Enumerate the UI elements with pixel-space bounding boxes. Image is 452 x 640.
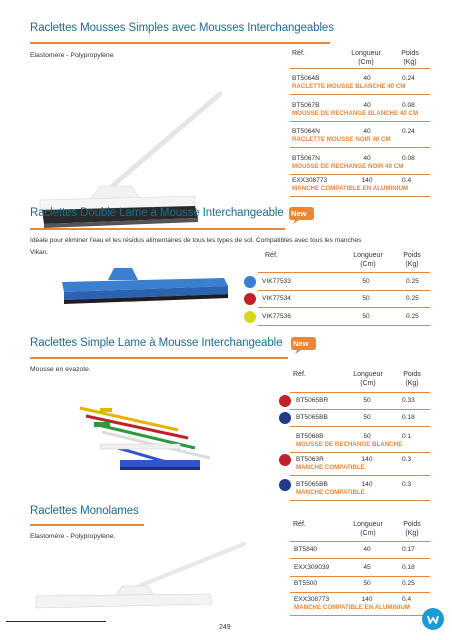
footer-rule — [6, 621, 106, 622]
product-ref: VIK77534 — [262, 295, 291, 302]
row-divider — [290, 558, 430, 559]
product-length: 40 — [363, 546, 371, 553]
section3-header-ref: Réf. — [293, 371, 306, 378]
row-divider — [290, 452, 430, 453]
product-ref: BT5063R — [296, 456, 324, 463]
product-note: MANCHE COMPATIBLE — [296, 489, 365, 496]
row-divider — [290, 615, 430, 616]
section2-title: Raclettes Double Lame à Mousse Interchangeable — [30, 207, 284, 219]
product-note: MANCHE COMPATIBLE EN ALUMINIUM — [294, 604, 411, 611]
product-note: RACLETTE MOUSSE NOIR 40 CM — [292, 136, 391, 143]
product-length: 45 — [363, 564, 371, 571]
product-weight: 0.24 — [402, 128, 415, 135]
row-divider — [290, 426, 430, 427]
product-ref: VIK77536 — [262, 313, 291, 320]
product-weight: 0.25 — [406, 278, 419, 285]
double-blade-squeegee-image — [56, 264, 236, 314]
product-weight: 0.3 — [402, 481, 412, 488]
product-weight: 0.25 — [402, 580, 415, 587]
product-weight: 0.4 — [402, 596, 412, 603]
section3-title-rule — [30, 357, 288, 359]
brand-logo — [422, 608, 444, 630]
color-swatch — [279, 412, 291, 424]
product-ref: BT5065BR — [296, 397, 329, 404]
product-weight: 0.17 — [402, 546, 415, 553]
product-ref: BT5064B — [292, 75, 320, 82]
product-weight: 0.18 — [402, 414, 415, 421]
section4-header-rule — [290, 541, 430, 542]
section3-header-weight: Poids (Kg) — [403, 371, 421, 387]
row-divider — [290, 576, 430, 577]
color-swatch — [279, 395, 291, 407]
section3-subtitle: Mousse en evazote. — [30, 366, 91, 373]
row-divider — [290, 147, 430, 148]
section1-header-length: Longueur (Cm) — [351, 50, 381, 66]
page-number: 249 — [219, 624, 231, 631]
product-ref: EXX308773 — [294, 596, 330, 603]
new-badge-label: New — [291, 209, 307, 218]
section4-subtitle: Elastomère - Polypropylène. — [30, 533, 116, 540]
product-length: 50 — [362, 313, 370, 320]
product-ref: BT5067B — [292, 102, 320, 109]
product-weight: 0.25 — [406, 313, 419, 320]
row-divider — [290, 475, 430, 476]
product-ref: EXX308773 — [292, 177, 328, 184]
section3-header-length: Longueur (Cm) — [353, 371, 383, 387]
section1-title-rule — [30, 42, 330, 44]
product-ref: VIK77533 — [262, 278, 291, 285]
product-weight: 0.25 — [406, 295, 419, 302]
section2-subtitle-line1: Idéale pour éliminer l'eau et les résidus alimentaires de tous les types de sol. Compatibles avec tous les manches — [30, 237, 362, 244]
color-swatch — [244, 311, 256, 323]
row-divider — [290, 174, 430, 175]
product-note: MANCHE COMPATIBLE EN ALUMINIUM — [292, 185, 409, 192]
row-divider — [290, 121, 430, 122]
section2-subtitle-line2: Vikan. — [30, 249, 49, 256]
section2-header-weight: Poids (Kg) — [403, 252, 421, 268]
row-divider — [290, 196, 430, 197]
section1-title: Raclettes Mousses Simples avec Mousses Interchangeables — [30, 22, 334, 34]
section2-header-ref: Réf. — [265, 252, 278, 259]
color-swatch — [279, 454, 291, 466]
section1-header-weight: Poids (Kg) — [401, 50, 419, 66]
section4-header-length: Longueur (Cm) — [353, 521, 383, 537]
product-weight: 0.3 — [402, 456, 412, 463]
product-weight: 0.18 — [402, 564, 415, 571]
product-length: 140 — [361, 177, 373, 184]
section2-header-rule — [258, 272, 430, 273]
product-length: 50 — [362, 295, 370, 302]
section4-title: Raclettes Monolames — [30, 505, 139, 517]
product-ref: BT5065BB — [296, 414, 328, 421]
row-divider — [290, 500, 430, 501]
color-swatch — [244, 276, 256, 288]
product-weight: 0.1 — [402, 433, 412, 440]
product-note: MOUSSE DE RECHANGE BLANCHE 40 CM — [292, 110, 419, 117]
product-weight: 0.4 — [402, 177, 412, 184]
product-weight: 0.33 — [402, 397, 415, 404]
product-weight: 0.08 — [402, 102, 415, 109]
product-length: 140 — [361, 596, 373, 603]
section2-title-rule — [30, 228, 285, 230]
product-length: 40 — [363, 155, 371, 162]
product-ref: BT5500 — [294, 580, 318, 587]
color-swatch — [279, 479, 291, 491]
product-note: RACLETTE MOUSSE BLANCHE 40 CM — [292, 83, 406, 90]
product-ref: BT5064N — [292, 128, 320, 135]
product-length: 40 — [363, 102, 371, 109]
section1-header-ref: Réf. — [292, 50, 305, 57]
row-divider — [258, 290, 430, 291]
product-length: 50 — [362, 278, 370, 285]
product-note: MOUSSE DE RECHANGE NOIR 40 CM — [292, 163, 404, 170]
row-divider — [290, 409, 430, 410]
product-length: 140 — [361, 456, 373, 463]
product-length: 50 — [363, 397, 371, 404]
single-blade-squeegees-image — [60, 400, 240, 490]
row-divider — [258, 307, 430, 308]
product-length: 50 — [363, 580, 371, 587]
product-ref: BT5068B — [296, 433, 324, 440]
product-length: 50 — [363, 414, 371, 421]
brand-logo-icon — [422, 608, 444, 630]
section4-title-rule — [30, 524, 144, 526]
product-ref: EXX309039 — [294, 564, 330, 571]
color-swatch — [244, 293, 256, 305]
section4-header-ref: Réf. — [293, 521, 306, 528]
product-weight: 0.24 — [402, 75, 415, 82]
section2-header-length: Longueur (Cm) — [353, 252, 383, 268]
product-ref: BT5065BB — [296, 481, 328, 488]
section3-header-rule — [290, 392, 430, 393]
monoblade-squeegee-image — [30, 540, 250, 612]
product-length: 40 — [363, 128, 371, 135]
product-length: 40 — [363, 75, 371, 82]
new-badge-label: New — [293, 339, 309, 348]
product-ref: BT5067N — [292, 155, 320, 162]
product-ref: BT5840 — [294, 546, 318, 553]
product-note: MANCHE COMPATIBLE — [296, 464, 365, 471]
row-divider — [258, 325, 430, 326]
product-note: MOUSSE DE RECHANGE BLANCHE — [296, 441, 403, 448]
section4-header-weight: Poids (Kg) — [403, 521, 421, 537]
row-divider — [290, 94, 430, 95]
row-divider — [290, 592, 430, 593]
section3-title: Raclettes Simple Lame à Mousse Interchangeable — [30, 337, 283, 349]
section1-subtitle: Elastomère - Polypropylène — [30, 52, 114, 59]
product-weight: 0.08 — [402, 155, 415, 162]
product-length: 140 — [361, 481, 373, 488]
section1-header-rule — [290, 68, 430, 69]
product-length: 50 — [363, 433, 371, 440]
